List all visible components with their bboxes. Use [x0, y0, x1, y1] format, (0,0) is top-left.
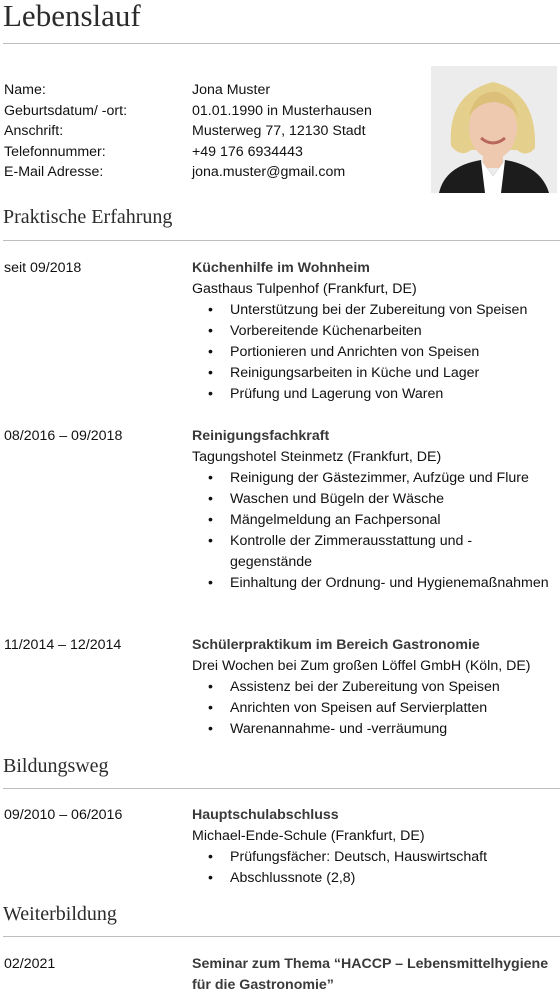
entry-organization: Gasthaus Tulpenhof (Frankfurt, DE) — [192, 281, 417, 297]
experience-entry — [4, 258, 554, 405]
bullet-item: • Waschen und Bügeln der Wäsche — [230, 489, 554, 510]
bullet-item: • Portionieren und Anrichten von Speisen — [230, 342, 554, 363]
entry-date: 11/2014 – 12/2014 — [4, 637, 122, 653]
profile-photo — [431, 66, 557, 193]
personal-label: E-Mail Adresse: — [4, 164, 104, 180]
personal-label: Telefonnummer: — [4, 143, 106, 160]
personal-value: +49 176 6934443 — [192, 143, 303, 160]
experience-entry — [4, 426, 554, 594]
entry-date: 02/2021 — [4, 956, 56, 972]
experience-entry — [4, 635, 554, 740]
bullet-item: • Unterstützung bei der Zubereitung von Speisen — [230, 300, 554, 321]
page-title: Lebenslauf — [3, 0, 141, 33]
divider — [3, 936, 560, 937]
section-heading-education: Bildungsweg — [3, 755, 109, 777]
bullet-item: • Mängelmeldung an Fachpersonal — [230, 510, 554, 531]
entry-date: 09/2010 – 06/2016 — [4, 807, 123, 823]
section-heading-experience: Praktische Erfahrung — [3, 206, 173, 228]
personal-value: Musterweg 77, 12130 Stadt — [192, 123, 366, 139]
bullet-item: • Assistenz bei der Zubereitung von Speisen — [230, 677, 554, 698]
bullet-item: • Einhaltung der Ordnung- und Hygienemaßnahmen — [230, 573, 554, 594]
entry-bullet-list — [192, 677, 554, 740]
personal-info — [4, 80, 372, 183]
entry-body — [192, 954, 554, 996]
personal-row-name — [4, 80, 372, 101]
entry-date: 08/2016 – 09/2018 — [4, 428, 123, 444]
entry-date: seit 09/2018 — [4, 260, 82, 276]
entry-bullet-list — [192, 847, 554, 889]
personal-label: Anschrift: — [4, 123, 64, 139]
personal-value: 01.01.1990 in Musterhausen — [192, 102, 372, 119]
divider — [3, 43, 560, 44]
entry-body — [192, 805, 554, 889]
bullet-item: • Prüfung und Lagerung von Waren — [230, 384, 554, 405]
entry-organization: Michael-Ende-Schule (Frankfurt, DE) — [192, 828, 425, 844]
personal-row-address — [4, 121, 372, 142]
entry-title: Reinigungsfachkraft — [192, 428, 330, 444]
bullet-item: • Warenannahme- und -verräumung — [230, 719, 554, 740]
personal-row-birth — [4, 101, 372, 122]
bullet-item: • Reinigungsarbeiten in Küche und Lager — [230, 363, 554, 384]
bullet-item: • Anrichten von Speisen auf Servierplatten — [230, 698, 554, 719]
entry-title: Seminar zum Thema “HACCP – Lebensmittelhygiene für die Gastronomie” — [192, 956, 549, 993]
personal-row-email — [4, 162, 372, 183]
bullet-item: • Prüfungsfächer: Deutsch, Hauswirtschaft — [230, 847, 554, 868]
bullet-item: • Vorbereitende Küchenarbeiten — [230, 321, 554, 342]
entry-title: Küchenhilfe im Wohnheim — [192, 260, 370, 276]
personal-label: Name: — [4, 82, 46, 98]
entry-organization: Drei Wochen bei Zum großen Löffel GmbH (Köln, DE) — [192, 658, 531, 674]
training-entry — [4, 954, 554, 996]
entry-body — [192, 635, 554, 740]
entry-title: Schülerpraktikum im Bereich Gastronomie — [192, 637, 480, 653]
personal-label: Geburtsdatum/ -ort: — [4, 102, 128, 119]
section-heading-training: Weiterbildung — [3, 903, 117, 925]
entry-bullet-list — [192, 468, 554, 594]
personal-value: jona.muster@gmail.com — [192, 164, 346, 180]
divider — [3, 788, 560, 789]
bullet-item: • Abschlussnote (2,8) — [230, 868, 554, 889]
bullet-item: • Kontrolle der Zimmerausstattung und -gegenstände — [230, 531, 554, 573]
entry-title: Hauptschulabschluss — [192, 807, 339, 823]
divider — [3, 240, 560, 241]
entry-body — [192, 258, 554, 405]
personal-value: Jona Muster — [192, 82, 271, 98]
entry-organization: Tagungshotel Steinmetz (Frankfurt, DE) — [192, 449, 442, 465]
personal-row-phone — [4, 142, 372, 163]
bullet-item: • Reinigung der Gästezimmer, Aufzüge und Flure — [230, 468, 554, 489]
entry-body — [192, 426, 554, 594]
education-entry — [4, 805, 554, 889]
entry-bullet-list — [192, 300, 554, 405]
